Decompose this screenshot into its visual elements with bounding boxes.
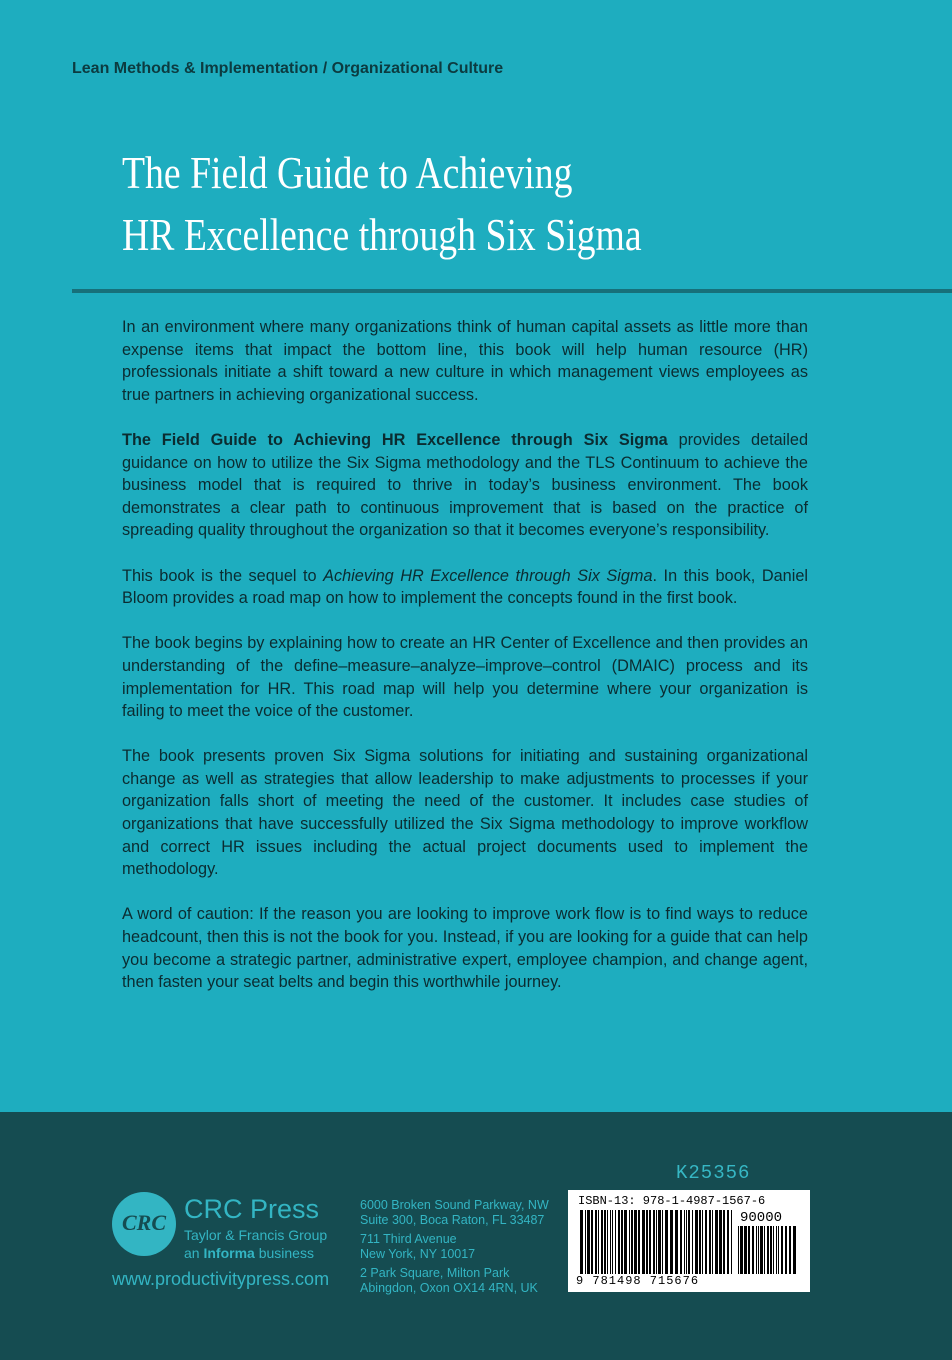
isbn-text: ISBN-13: 978-1-4987-1567-6: [578, 1194, 766, 1208]
paragraph-6: A word of caution: If the reason you are looking to improve work flow is to find ways to reduce headcount, then this is not the book for you. Instead, if you are looking for a guide that can help you become a strategic partner, administrative expert, employee champion, and change agent, then fasten your seat belts and begin this worthwhile journey.: [122, 905, 808, 992]
price-code: 90000: [740, 1210, 783, 1226]
description: [122, 316, 808, 1016]
informa-prefix: an: [184, 1245, 204, 1261]
barcode-bar: [629, 1210, 630, 1274]
address-line: 2 Park Square, Milton Park: [360, 1266, 510, 1280]
barcode-bar: [793, 1226, 796, 1274]
barcode-bar: [634, 1210, 637, 1274]
publisher-addresses: [360, 1198, 549, 1296]
barcode-bar: [595, 1210, 597, 1274]
barcode-bar: [649, 1210, 651, 1274]
barcode-bar: [702, 1210, 703, 1274]
barcode-bar: [738, 1226, 739, 1274]
paragraph-3: [122, 565, 808, 610]
barcode-bar: [727, 1210, 729, 1274]
barcode-bar: [684, 1210, 685, 1274]
barcode-bar: [653, 1210, 655, 1274]
informa-line: [184, 1244, 327, 1262]
barcode-bar: [719, 1210, 722, 1274]
barcode-bar: [638, 1210, 640, 1274]
barcode-bar: [642, 1210, 645, 1274]
barcode: [568, 1190, 810, 1292]
title-line-1: The Field Guide to Achieving: [122, 147, 573, 198]
barcode-bar: [670, 1210, 673, 1274]
barcode-bar: [658, 1210, 661, 1274]
barcode-bar: [756, 1226, 757, 1274]
paragraph-3-text-a: This book is the sequel to: [122, 566, 324, 585]
barcode-bar: [764, 1226, 765, 1274]
barcode-bar: [758, 1226, 759, 1274]
address-line: Suite 300, Boca Raton, FL 33487: [360, 1213, 545, 1227]
address-line: 711 Third Avenue: [360, 1232, 457, 1246]
barcode-bar: [731, 1210, 732, 1274]
barcode-bar: [631, 1210, 633, 1274]
publisher-url[interactable]: www.productivitypress.com: [112, 1269, 330, 1289]
barcode-bar: [665, 1210, 668, 1274]
paragraph-4: The book begins by explaining how to create an HR Center of Excellence and then provides an understanding of the define–measure–analyze–improve–control (DMAIC) process and its implementation for HR. This road map will help you determine where your organization is failing to meet the voice of the customer.: [122, 634, 808, 721]
barcode-bar: [789, 1226, 791, 1274]
barcode-bar: [723, 1210, 725, 1274]
barcode-bar: [624, 1210, 627, 1274]
address-line: Abingdon, Oxon OX14 4RN, UK: [360, 1281, 538, 1295]
barcode-bar: [699, 1210, 701, 1274]
paragraph-3-italic: Achieving HR Excellence through Six Sigma: [323, 566, 653, 585]
informa-suffix: business: [254, 1245, 314, 1261]
barcode-bar: [601, 1210, 603, 1274]
barcode-bar: [656, 1210, 657, 1274]
barcode-bar: [740, 1226, 743, 1274]
barcode-bar: [712, 1210, 713, 1274]
barcode-bar: [688, 1210, 690, 1274]
paragraph-2: [122, 429, 808, 542]
crc-logo-icon: [112, 1192, 176, 1256]
paragraph-1: In an environment where many organizations think of human capital assets as little more than expense items that impact the bottom line, this book will help human resource (HR) professionals initiate a shift toward a new culture in which management views employees as true partners in achieving organizational success.: [122, 318, 808, 404]
ean-digits: 9 781498 715676: [576, 1274, 700, 1288]
title-line-2: HR Excellence through Six Sigma: [122, 209, 642, 260]
barcode-bar: [773, 1226, 774, 1274]
barcode-bar: [781, 1226, 783, 1274]
barcode-bar: [587, 1210, 590, 1274]
divider: [72, 289, 952, 293]
barcode-bar: [709, 1210, 711, 1274]
paragraph-5: The book presents proven Six Sigma solutions for initiating and sustaining organizational change as well as strategies that allow leadership to make adjustments to processes if your organization falls short of meeting the need of the customer. It includes case studies of organizations that have successfully utilized the Six Sigma methodology to improve workflow and correct HR issues including the actual project documents used to implement the methodology.: [122, 747, 808, 879]
barcode-bar: [598, 1210, 599, 1274]
barcode-bar: [785, 1226, 787, 1274]
group-name: Taylor & Francis Group: [184, 1227, 328, 1243]
barcode-bar: [767, 1226, 769, 1274]
ean-barcode-bars: [580, 1210, 736, 1274]
barcode-bar: [748, 1226, 750, 1274]
barcode-bar: [680, 1210, 682, 1274]
paragraph-2-title: The Field Guide to Achieving HR Excellence through Six Sigma: [122, 430, 668, 449]
barcode-bar: [770, 1226, 772, 1274]
barcode-bar: [662, 1210, 663, 1274]
addon-barcode-bars: [738, 1226, 798, 1274]
barcode-bar: [646, 1210, 648, 1274]
barcode-bar: [778, 1226, 779, 1274]
barcode-bar: [615, 1210, 616, 1274]
barcode-bar: [675, 1210, 678, 1274]
barcode-bar: [607, 1210, 608, 1274]
barcode-bar: [591, 1210, 593, 1274]
barcode-bar: [744, 1226, 747, 1274]
barcode-bar: [618, 1210, 620, 1274]
paragraph-3-text-b: . In this book, Daniel Bloom provides a road map on how to implement the concepts found in the first book.: [122, 566, 808, 608]
book-title: [122, 142, 745, 266]
barcode-bar: [610, 1210, 611, 1274]
informa-bold: Informa: [203, 1245, 255, 1261]
barcode-bar: [621, 1210, 623, 1274]
barcode-bar: [776, 1226, 777, 1274]
barcode-bar: [612, 1210, 613, 1274]
publisher-group: [184, 1226, 327, 1262]
barcode-bar: [686, 1210, 687, 1274]
barcode-bar: [692, 1210, 693, 1274]
barcode-bar: [695, 1210, 698, 1274]
address-line: New York, NY 10017: [360, 1247, 476, 1261]
barcode-bar: [760, 1226, 763, 1274]
barcode-bar: [580, 1210, 583, 1274]
category-label: Lean Methods & Implementation / Organizational Culture: [72, 60, 504, 77]
publisher-name: CRC Press: [184, 1194, 320, 1224]
barcode-bar: [585, 1210, 586, 1274]
barcode-bar: [715, 1210, 718, 1274]
address-line: 6000 Broken Sound Parkway, NW: [360, 1198, 549, 1212]
crc-logo-text: CRC: [121, 1210, 167, 1235]
paragraph-2-text: provides detailed guidance on how to utilize the Six Sigma methodology and the TLS Continuum to achieve the business model that is required to thrive in today’s business environment. The book demonstrates a clear path to continuous improvement that is based on the practice of spreading quality throughout the organization so that it becomes everyone’s responsibility.: [122, 430, 808, 540]
catalog-code: K25356: [676, 1162, 751, 1184]
barcode-bar: [604, 1210, 606, 1274]
barcode-bar: [705, 1210, 707, 1274]
barcode-bar: [752, 1226, 754, 1274]
